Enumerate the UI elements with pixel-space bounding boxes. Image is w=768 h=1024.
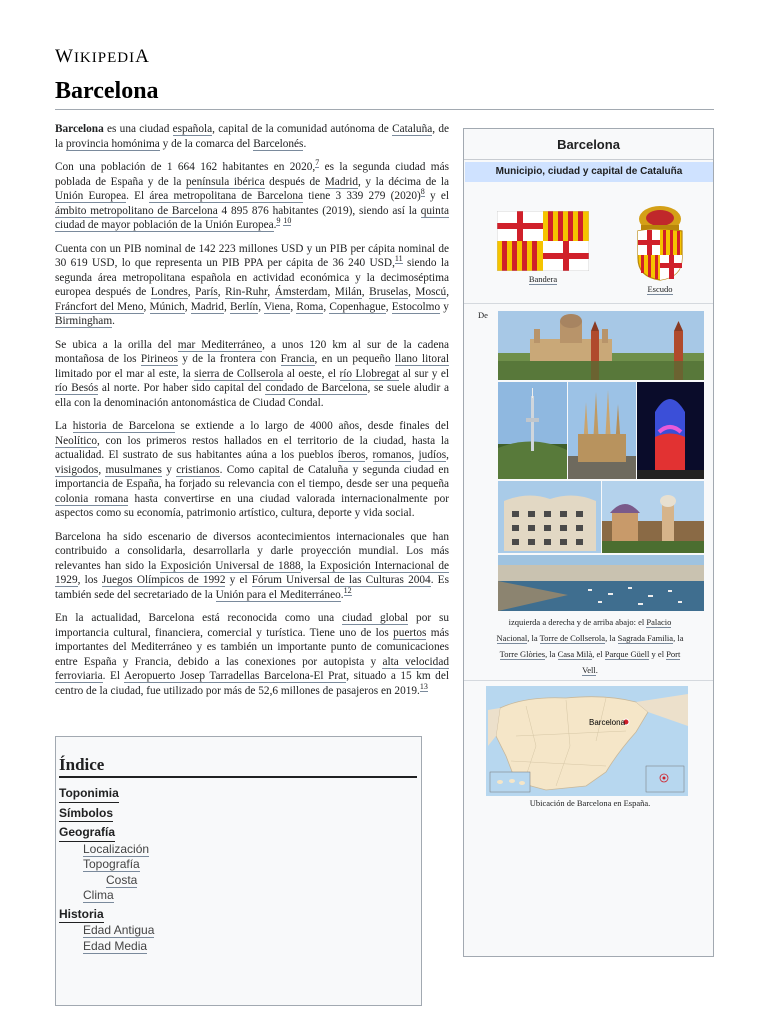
palacio-nacional-photo[interactable] <box>498 311 704 380</box>
caption-link[interactable]: Casa Milà <box>557 649 593 659</box>
spain-location-map[interactable] <box>486 686 688 796</box>
inline-link[interactable]: Bruselas <box>369 286 409 298</box>
reference-link[interactable]: 11 <box>394 254 403 264</box>
text-run: , <box>446 449 449 461</box>
text-run: , <box>184 300 191 313</box>
text-run: y el <box>225 574 252 586</box>
text-run: , <box>323 300 330 313</box>
caption-link[interactable]: Nacional <box>496 633 528 643</box>
title-divider <box>55 109 714 110</box>
text-run: y <box>161 463 177 476</box>
inline-link[interactable]: provincia homónima <box>65 137 160 150</box>
page-title: Barcelona <box>55 78 159 104</box>
paragraph <box>55 338 449 411</box>
toc-item-label[interactable]: Costa <box>106 872 138 887</box>
toc-item-label[interactable]: Geografía <box>59 825 115 842</box>
text-run: , <box>98 463 106 476</box>
toc-item-label[interactable]: Clima <box>83 888 114 902</box>
text-run: al oeste, el <box>283 367 340 380</box>
inline-link[interactable]: París <box>195 286 218 298</box>
inline-link[interactable]: Exposición Universal de 1888 <box>160 559 301 572</box>
inline-link[interactable]: Fórum Universal de las Culturas 2004 <box>251 574 431 586</box>
toc-title: Índice <box>59 755 417 778</box>
inline-link[interactable]: ciudad global <box>342 612 409 624</box>
inline-link[interactable]: quinta ciudad de mayor población de la <box>55 204 449 231</box>
logo-middle: IKIPEDI <box>73 50 136 66</box>
text-run: se extiende a lo largo de 4000 años, desde finales del <box>174 420 449 432</box>
text-run: La <box>55 420 73 432</box>
text-run: , <box>217 286 226 298</box>
toc-item[interactable] <box>59 783 415 803</box>
caption-text: , la <box>605 633 618 643</box>
toc-item-label[interactable]: Edad Media <box>83 938 148 953</box>
text-run: , <box>385 300 392 313</box>
toc-item[interactable] <box>83 842 415 858</box>
text-run: Barcelona ha sido escenario de diversos acontecimientos internacionales que han contribuido a consolidarla, desarrollarla y darle proyección mundial. Los más relevantes han sido la <box>55 530 449 572</box>
inline-link[interactable]: Exposición Internacional de 1929 <box>55 559 449 586</box>
text-run: , capital de la comunidad autónoma de <box>212 123 393 135</box>
inline-link[interactable]: Roma <box>296 300 324 313</box>
text-run: . Es también sede del secretariado de la <box>55 574 449 601</box>
inline-link[interactable]: judíos <box>418 449 447 461</box>
toc-item-label[interactable]: Edad Antigua <box>83 923 155 937</box>
inline-link[interactable]: Fráncfort del Meno <box>55 300 144 313</box>
caption-link[interactable]: Sagrada Familia <box>617 633 674 643</box>
caption-text: , la <box>527 633 540 643</box>
toc-item[interactable] <box>59 822 415 842</box>
text-run: y de la comarca del <box>159 137 254 150</box>
caption-line <box>470 646 710 662</box>
infobox-subtitle: Municipio, ciudad y capital de Cataluña <box>465 162 713 182</box>
inline-link[interactable]: Neolítico <box>55 434 98 447</box>
text-run: , los <box>77 574 102 586</box>
inline-link[interactable]: visigodos <box>55 463 99 476</box>
inline-link[interactable]: Cataluña <box>392 123 433 135</box>
logo-first-letter: W <box>55 46 74 67</box>
paragraph <box>55 530 449 603</box>
map-label-barcelona: Barcelona <box>589 718 626 727</box>
toc-item[interactable] <box>106 873 415 889</box>
caption-text: izquierda a derecha y de arriba abajo: el <box>508 617 647 627</box>
paragraph <box>55 611 449 698</box>
inline-link[interactable]: Pirineos <box>140 353 178 365</box>
reference-link[interactable]: 12 <box>343 585 352 595</box>
inline-link[interactable]: puertos <box>393 626 427 639</box>
table-of-contents <box>55 736 422 1006</box>
text-run: 4 895 876 habitantes (2019), siendo así la <box>217 204 421 217</box>
infobox-title: Barcelona <box>464 129 713 160</box>
text-run: Con una población de 1 664 162 habitantes en 2020, <box>55 161 316 173</box>
inline-link[interactable]: sierra de Collserola <box>194 367 284 380</box>
text-run: hasta convertirse en una ciudad valorada internacionalmente por aspectos como su economía, patrimonio artístico, cultura, deporte y vida social. <box>55 492 450 519</box>
parque-guell-photo[interactable] <box>602 481 704 553</box>
inline-link[interactable]: alta velocidad ferroviaria <box>55 655 449 682</box>
inline-link[interactable]: Unión para el Mediterráneo <box>215 588 341 601</box>
barcelona-coat-of-arms-image[interactable] <box>633 203 687 281</box>
text-run: y <box>440 300 449 313</box>
text-run: al sur y el <box>399 367 450 380</box>
wikipedia-logo[interactable] <box>55 46 150 68</box>
caption-line <box>470 630 710 646</box>
inline-link[interactable]: Ámsterdam <box>274 286 328 298</box>
caption-text: , la <box>545 649 558 659</box>
inline-link[interactable]: Birmingham <box>55 315 113 327</box>
inline-link[interactable]: Rin-Ruhr <box>225 286 268 298</box>
text-run: , <box>361 286 370 298</box>
reference-link[interactable]: 8 <box>420 187 425 197</box>
caption-text: , la <box>673 633 684 643</box>
inline-link[interactable]: historia de Barcelona <box>72 420 175 432</box>
reference-link[interactable]: 7 <box>315 158 320 168</box>
toc-item[interactable] <box>59 803 415 823</box>
inline-link[interactable]: península ibérica <box>185 175 265 188</box>
inline-link[interactable]: río Besós <box>55 382 99 394</box>
text-run: , <box>187 286 196 298</box>
paragraph <box>55 419 449 521</box>
caption-link[interactable]: Torre de Collserola <box>539 633 606 643</box>
article-body <box>55 122 449 707</box>
text-run: , <box>411 449 419 461</box>
inline-link[interactable]: Madrid <box>324 175 359 188</box>
caption-text: . <box>595 665 598 675</box>
paragraph <box>55 160 449 233</box>
reference-link[interactable]: 10 <box>283 216 292 226</box>
flag-caption[interactable]: Bandera <box>528 274 558 284</box>
inline-link[interactable]: Londres <box>150 286 188 298</box>
text-run: es una ciudad <box>103 123 173 135</box>
toc-item-label[interactable]: Símbolos <box>59 806 113 823</box>
inline-link[interactable]: Unión Europea <box>204 219 274 231</box>
collage-caption-prefix: De <box>478 310 488 320</box>
text-run: , <box>143 300 150 313</box>
text-run: . <box>303 137 307 150</box>
inline-link[interactable]: Estocolmo <box>391 300 441 313</box>
inline-link[interactable]: Viena <box>264 300 291 313</box>
map-caption: Ubicación de Barcelona en España. <box>529 798 651 808</box>
text-run: En la actualidad, Barcelona está reconocida como una <box>55 612 342 624</box>
toc-item[interactable] <box>83 939 415 955</box>
inline-link[interactable]: Aeropuerto Josep Tarradellas Barcelona-El Prat <box>124 670 347 682</box>
caption-link[interactable]: Port <box>666 649 681 659</box>
logo-last-letter: A <box>135 46 150 67</box>
toc-item-label[interactable]: Toponimia <box>59 786 119 803</box>
text-run: , con los primeros restos hallados en el territorio de la ciudad, hasta la actualidad. El sustrato de sus habitantes aúna a los pueblos <box>55 434 449 461</box>
inline-link[interactable]: río Llobregat <box>339 367 400 380</box>
text-run: , a unos 120 km al sur de la cadena montañosa de los <box>55 338 449 365</box>
caption-link[interactable]: Vell <box>582 665 596 675</box>
text-run: . El <box>126 190 150 202</box>
text-run: , en un pequeño <box>314 353 396 365</box>
inline-link[interactable]: llano litoral <box>395 353 449 365</box>
text-run: . El <box>102 670 124 682</box>
paragraph <box>55 242 449 329</box>
inline-link[interactable]: íberos <box>337 449 366 461</box>
toc-item[interactable] <box>59 904 415 924</box>
inline-link[interactable]: colonia romana <box>55 492 129 505</box>
text-run: por su importancia cultural, financiera, comercial y turística. Tiene uno de los <box>55 612 449 639</box>
text-run: , <box>223 300 230 313</box>
inline-link[interactable]: española <box>172 123 213 135</box>
text-run: , <box>258 300 265 313</box>
port-vell-photo[interactable] <box>498 555 704 611</box>
text-run: Se ubica a la orilla del <box>55 338 178 351</box>
caption-link[interactable]: Torre Glòries <box>499 649 546 659</box>
toc-item[interactable] <box>83 888 415 904</box>
text-run: , situado a 15 km del centro de la ciudad, fue utilizado por más de 52,6 millones de pasajeros en 2019. <box>55 670 449 697</box>
barcelona-flag-image[interactable] <box>497 211 589 271</box>
reference-link[interactable]: 13 <box>419 681 428 691</box>
inline-link[interactable]: condado de Barcelona <box>265 382 368 394</box>
inline-link[interactable]: Copenhague <box>329 300 386 313</box>
text-run: es la segunda ciudad más poblada de España y de la <box>55 161 449 188</box>
text-run: . <box>273 219 277 231</box>
text-run: , <box>267 286 275 298</box>
inline-link[interactable]: Moscú <box>415 286 447 298</box>
text-run: , <box>327 286 335 298</box>
inline-link[interactable]: cristianos <box>176 463 220 476</box>
inline-link[interactable]: ámbito metropolitano de Barcelona <box>55 204 218 217</box>
inline-link[interactable]: área metropolitana de Barcelona <box>149 190 304 202</box>
text-run: tiene 3 339 279 (2020) <box>303 190 421 202</box>
reference-link[interactable]: 9 <box>276 216 281 226</box>
toc-item-label[interactable]: Topografía <box>83 857 140 871</box>
caption-line <box>470 614 710 630</box>
sagrada-familia-photo[interactable] <box>568 382 636 479</box>
torre-glories-photo[interactable] <box>637 382 704 479</box>
infobox-divider <box>464 303 713 304</box>
text-run: , <box>365 449 373 461</box>
text-run: y el <box>424 190 450 202</box>
text-run: siendo la segunda área metropolitana española en actividad económica y la decimoséptima europea después de <box>55 257 449 298</box>
inline-link[interactable]: Francia <box>280 353 315 365</box>
inline-link[interactable]: mar Mediterráneo <box>177 338 263 351</box>
text-run: , de la <box>55 123 449 150</box>
text-run: Cuenta con un PIB nominal de 142 223 millones USD y un PIB per cápita nominal de 30 619 USD, lo que representa un PIB PPA per cápita de 36 240 USD, <box>55 242 449 269</box>
toc-list <box>59 783 415 954</box>
inline-link[interactable]: musulmanes <box>105 463 162 476</box>
inline-link[interactable]: Barcelonés <box>253 137 304 150</box>
casa-mila-photo[interactable] <box>498 481 601 553</box>
caption-link[interactable]: Parque Güell <box>604 649 650 659</box>
caption-text: , el <box>592 649 605 659</box>
collage-caption <box>470 614 710 678</box>
text-run: después de <box>264 175 325 188</box>
inline-link[interactable]: Milán <box>334 286 362 298</box>
text-run: . <box>112 315 115 327</box>
torre-de-collserola-photo[interactable] <box>498 382 567 479</box>
inline-link[interactable]: Múnich <box>149 300 185 313</box>
text-run: , y la décima de la <box>358 175 449 188</box>
text-run: al norte. Por haber sido capital del <box>98 382 266 394</box>
text-run: , <box>446 286 450 298</box>
text-run: . Como capital de Cataluña y segunda ciudad en importancia de España, ha forjado su relevancia con el tiempo, desde ser una pequeña <box>55 463 449 490</box>
toc-item-label[interactable]: Historia <box>59 907 104 924</box>
inline-link[interactable]: Berlín <box>229 300 259 313</box>
text-run: limitado por el mar al este, la <box>55 367 195 380</box>
text-run: , la <box>300 559 320 572</box>
inline-link[interactable]: Unión Europea <box>55 190 127 202</box>
text-run: y de la frontera con <box>177 353 281 365</box>
bold-term: Barcelona <box>55 123 104 135</box>
text-run: . <box>340 588 344 601</box>
caption-link[interactable]: Palacio <box>646 617 672 627</box>
toc-item[interactable] <box>83 923 415 939</box>
infobox-divider <box>464 680 713 681</box>
inline-link[interactable]: Madrid <box>190 300 224 313</box>
text-run: , <box>408 286 416 298</box>
toc-item[interactable] <box>83 857 415 873</box>
toc-item-label[interactable]: Localización <box>83 841 150 856</box>
text-run: más importantes del Mediterráneo y es también un importante punto de comunicaciones entre España y Francia, debido a las conexiones por autopista y <box>55 626 449 668</box>
inline-link[interactable]: romanos <box>372 449 412 461</box>
paragraph <box>55 122 449 151</box>
caption-line <box>470 662 710 678</box>
caption-text: y el <box>649 649 667 659</box>
shield-caption[interactable]: Escudo <box>647 284 673 294</box>
inline-link[interactable]: Juegos Olímpicos de 1992 <box>101 574 226 586</box>
text-run: , se suele aludir a ella con la denominación antonomástica de Ciudad Condal. <box>55 382 449 409</box>
text-run: , <box>290 300 297 313</box>
